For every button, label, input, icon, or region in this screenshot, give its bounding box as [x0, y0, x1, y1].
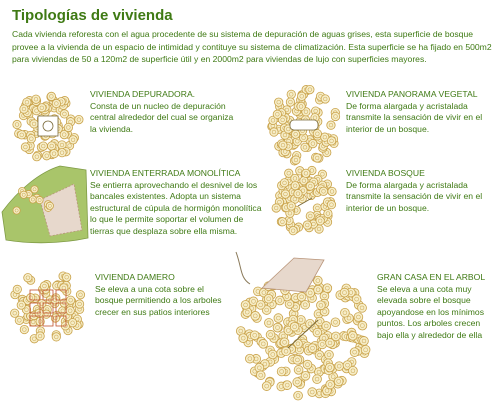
tree-icon [313, 130, 321, 138]
tree-icon [293, 355, 302, 364]
tree-icon [11, 309, 19, 317]
tipologia-panorama-vegetal [346, 89, 496, 135]
tree-icon [286, 98, 294, 106]
tree-icon [75, 115, 83, 123]
tree-icon [262, 382, 271, 391]
tree-icon [294, 189, 302, 197]
tree-icon [75, 300, 83, 308]
tree-icon [264, 294, 273, 303]
tree-icon [331, 318, 340, 327]
tree-icon [349, 366, 358, 375]
tipologia-title: VIVIENDA DAMERO [95, 272, 175, 282]
tree-icon [280, 338, 289, 347]
tree-icon [38, 104, 46, 112]
tree-icon [327, 137, 335, 145]
tree-icon [52, 333, 60, 341]
tree-icon [323, 284, 332, 293]
plan-gran-casa-arbol [232, 248, 372, 400]
tree-icon [318, 340, 327, 349]
tree-icon [273, 110, 281, 118]
tree-icon [354, 313, 363, 322]
tree-icon [256, 300, 265, 309]
tree-icon [17, 301, 25, 309]
tree-icon [24, 273, 32, 281]
tree-icon [361, 345, 370, 354]
tipologia-title: VIVIENDA PANORAMA VEGETAL [346, 89, 478, 99]
tree-icon [17, 131, 25, 139]
tree-icon [297, 292, 306, 301]
tree-icon [268, 350, 277, 359]
tree-icon [66, 306, 74, 314]
tree-icon [36, 196, 43, 203]
tree-icon [293, 378, 302, 387]
tree-icon [326, 380, 335, 389]
tree-icon [13, 207, 20, 214]
tree-icon [259, 339, 268, 348]
tree-icon [306, 182, 314, 190]
tree-icon [303, 360, 312, 369]
tree-icon [290, 322, 299, 331]
tree-icon [326, 339, 335, 348]
tree-icon [13, 285, 21, 293]
tree-icon [283, 381, 292, 390]
tree-icon [317, 301, 326, 310]
tree-icon [308, 344, 317, 353]
tree-icon [340, 288, 349, 297]
tree-icon [68, 319, 76, 327]
tree-icon [341, 308, 350, 317]
tree-icon [324, 209, 332, 217]
tree-icon [251, 311, 260, 320]
tree-icon [327, 121, 335, 129]
tree-icon [40, 282, 48, 290]
tree-icon [245, 354, 254, 363]
tree-icon [274, 314, 283, 323]
tree-icon [76, 291, 84, 299]
tree-icon [239, 334, 248, 343]
plan-depuradora [12, 90, 84, 162]
tree-icon [291, 130, 299, 138]
tree-icon [280, 179, 288, 187]
tree-icon [64, 123, 72, 131]
tree-icon [46, 202, 53, 209]
plan-enterrada-monolitica [0, 160, 90, 246]
tipologia-description: De forma alargada y acristalada transmite la sensación de vivir en el interior de un bosque. [346, 179, 483, 213]
tree-icon [58, 148, 66, 156]
tree-icon [20, 191, 27, 198]
tree-icon [297, 102, 305, 110]
tree-icon [321, 95, 329, 103]
tree-icon [327, 200, 335, 208]
tree-icon [282, 347, 291, 356]
tree-icon [272, 204, 280, 212]
tree-icon [60, 110, 68, 118]
tree-icon [322, 322, 331, 331]
tree-icon [301, 143, 309, 151]
tree-icon [20, 325, 28, 333]
tree-icon [325, 363, 334, 372]
tree-icon [319, 187, 327, 195]
tree-icon [328, 187, 336, 195]
tree-icon [250, 331, 259, 340]
tree-icon [30, 120, 38, 128]
tree-icon [265, 318, 274, 327]
tree-icon [275, 296, 284, 305]
tree-icon [13, 120, 21, 128]
tree-icon [266, 330, 275, 339]
tipologia-description: Se eleva a una cota muy elevada sobre el bosque apoyandose en los mínimos puntos. Los arboles crecen bajo ella y alrededor de ella [377, 283, 485, 340]
intro-paragraph: Cada vivienda reforesta con el agua procedente de su sistema de depuración de aguas grises, esta superficie de bosque provee a la vivienda de un espacio de intimidad y contituye su sistema de climatización. Esta superficie se ha fijado en 500m2 para viviendas de 50 a 120m2 de superficie útil y en 2000m2 para viviendas de lujo con superficies mayores. [12, 29, 492, 65]
tree-icon [289, 226, 297, 234]
plan-panorama-vegetal [268, 86, 340, 168]
tree-icon [294, 365, 303, 374]
tree-icon [21, 143, 29, 151]
tree-icon [306, 85, 314, 93]
tree-icon [36, 332, 44, 340]
tipologia-title: VIVIENDA DEPURADORA. [90, 89, 196, 99]
plan-bosque [272, 166, 338, 238]
tree-icon [306, 212, 314, 220]
tree-icon [47, 142, 55, 150]
tree-icon [279, 141, 287, 149]
tree-icon [313, 375, 322, 384]
tree-icon [313, 154, 321, 162]
tree-icon [39, 142, 47, 150]
plan-damero [10, 268, 88, 344]
tree-icon [27, 134, 35, 142]
tipologia-title: VIVIENDA BOSQUE [346, 168, 425, 178]
tree-icon [241, 300, 250, 309]
tipologia-enterrada-monolitica [90, 168, 268, 238]
tree-icon [294, 391, 303, 400]
tree-icon [334, 377, 343, 386]
tree-icon [256, 371, 265, 380]
tree-icon [308, 388, 317, 397]
tree-icon [350, 348, 359, 357]
tipologia-title: GRAN CASA EN EL ARBOL [377, 272, 486, 282]
tree-icon [287, 202, 295, 210]
tree-icon [32, 95, 40, 103]
tree-icon [303, 221, 311, 229]
tree-icon [358, 303, 367, 312]
tree-icon [348, 331, 357, 340]
tipologia-description: Consta de un nucleo de depuración central alrededor del cual se organiza la vivienda. [90, 100, 234, 134]
tree-icon [277, 367, 286, 376]
tree-icon [287, 90, 295, 98]
tree-icon [314, 285, 323, 294]
tipologia-depuradora [90, 89, 240, 135]
tree-icon [66, 296, 74, 304]
tree-icon [20, 105, 28, 113]
tree-icon [292, 156, 300, 164]
tree-icon [309, 139, 317, 147]
tree-icon [325, 350, 334, 359]
tree-icon [291, 182, 299, 190]
tree-icon [62, 273, 70, 281]
tree-icon [302, 169, 310, 177]
tipologia-gran-casa-arbol [377, 272, 495, 342]
tree-icon [273, 323, 282, 332]
tree-icon [69, 136, 77, 144]
tipologia-damero [95, 272, 230, 318]
tree-icon [278, 218, 286, 226]
tree-icon [281, 190, 289, 198]
tree-icon [52, 99, 60, 107]
tree-icon [360, 337, 369, 346]
tree-icon [50, 149, 58, 157]
tipologia-description: De forma alargada y acristalada transmite la sensación de vivir en el interior de un bosque. [346, 100, 483, 134]
tree-icon [331, 112, 339, 120]
tipologia-title: VIVIENDA ENTERRADA MONOLÍTICA [90, 168, 241, 178]
page-title: Tipologías de vivienda [12, 7, 173, 24]
tree-icon [301, 300, 310, 309]
tipologia-bosque [346, 168, 496, 214]
tree-icon [298, 92, 306, 100]
tree-icon [27, 294, 35, 302]
tree-icon [38, 299, 46, 307]
tree-icon [358, 321, 367, 330]
tree-icon [31, 186, 38, 193]
tipologia-description: Se entierra aprovechando el desnivel de los bancales existentes. Adopta un sistema estructural de cúpula de hormigón monolítica lo que le permite soportar el volumen de tierras que desplaza sobre ella misma. [90, 179, 262, 236]
tree-icon [316, 217, 324, 225]
tree-icon [352, 295, 361, 304]
tree-icon [335, 362, 344, 371]
tree-icon [270, 128, 278, 136]
tree-icon [60, 284, 68, 292]
tree-icon [51, 314, 59, 322]
tree-icon [47, 92, 55, 100]
tree-icon [274, 98, 282, 106]
tipologia-description: Se eleva a una cota sobre el bosque permitiendo a los arboles crecer en sus patios interiores [95, 283, 222, 317]
